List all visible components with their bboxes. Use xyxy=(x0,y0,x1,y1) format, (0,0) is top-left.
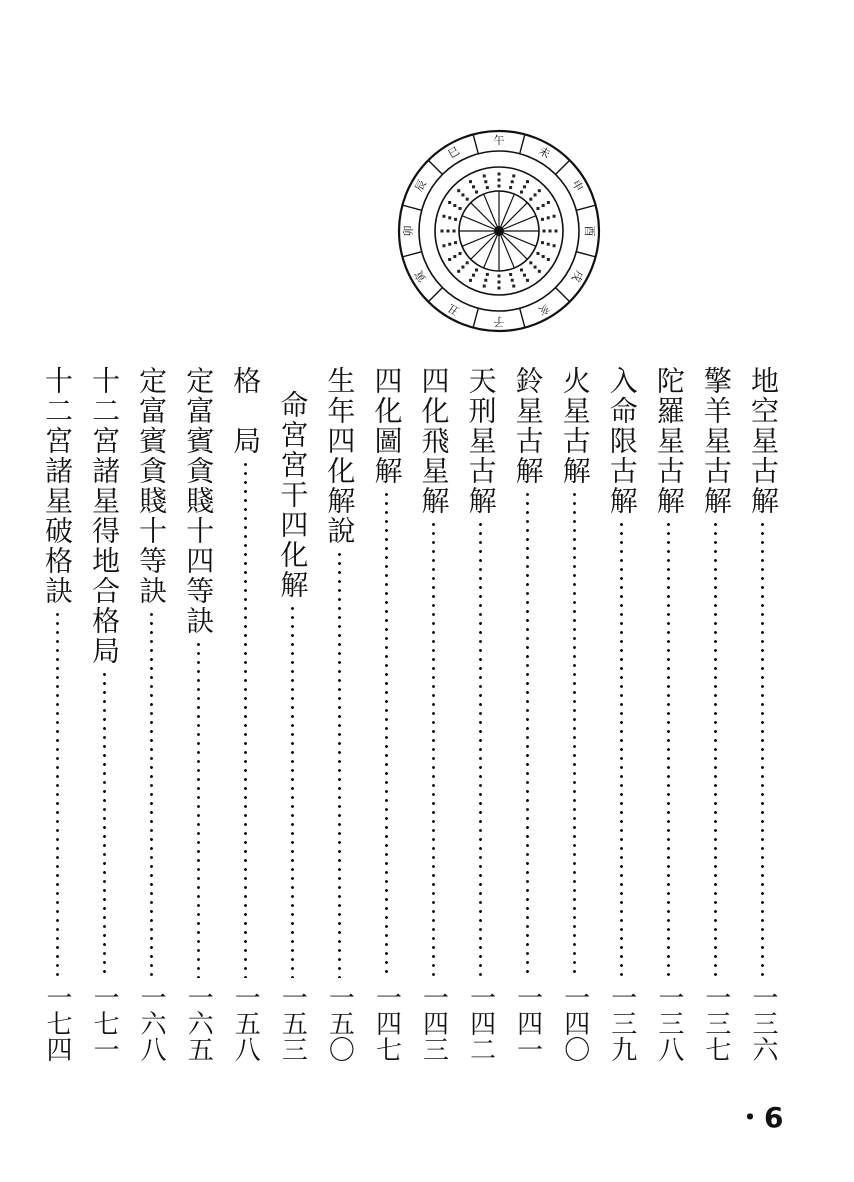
wheel-inner-mark xyxy=(538,189,541,192)
toc-entry[interactable] xyxy=(417,366,451,1080)
wheel-inner-mark xyxy=(498,173,501,176)
wheel-branch-label: 午 xyxy=(493,134,505,147)
wheel-inner-mark xyxy=(512,285,515,288)
toc-entry-title: 天刑星古解 xyxy=(464,366,498,516)
toc-entry-title: 定富賓貪賤十等訣 xyxy=(135,366,169,606)
wheel-divider xyxy=(473,308,478,327)
wheel-spoke xyxy=(499,203,527,231)
toc-entry-title: 定富賓貪賤十四等訣 xyxy=(182,366,216,636)
toc-entry[interactable] xyxy=(40,366,74,1080)
wheel-inner-mark xyxy=(555,230,558,233)
wheel-inner-mark xyxy=(547,201,550,204)
toc-entry-page: 一三八 xyxy=(653,984,684,1062)
toc-dot-leader xyxy=(667,520,670,978)
toc-entry-page: 一五三 xyxy=(277,984,308,1062)
toc-entry[interactable] xyxy=(322,366,356,1080)
wheel-branch-label: 卯 xyxy=(402,225,415,237)
wheel-inner-mark xyxy=(469,279,472,282)
toc-dot-leader xyxy=(244,460,247,978)
wheel-spoke xyxy=(471,203,499,231)
wheel-inner-mark xyxy=(483,174,486,177)
wheel-inner-mark xyxy=(475,268,478,271)
wheel-divider xyxy=(576,205,595,210)
wheel-inner-mark xyxy=(520,191,523,194)
toc-entry-title: 格 局 xyxy=(229,366,263,456)
wheel-inner-mark xyxy=(542,204,545,207)
toc-entry-page: 一四三 xyxy=(418,984,449,1062)
toc-entry-page: 一三七 xyxy=(700,984,731,1062)
wheel-inner-mark xyxy=(547,243,550,246)
toc-entry-page: 一六五 xyxy=(183,984,214,1062)
toc-dot-leader xyxy=(432,520,435,978)
wheel-inner-mark xyxy=(523,185,526,188)
toc-dot-leader xyxy=(526,490,529,978)
toc-entry-title: 命宮宮干四化解 xyxy=(276,390,310,600)
toc-entry[interactable] xyxy=(699,366,733,1080)
wheel-divider xyxy=(556,288,570,302)
toc-entry[interactable] xyxy=(181,366,215,1080)
wheel-inner-mark xyxy=(536,207,539,210)
toc-entry-title: 陀羅星古解 xyxy=(652,366,686,516)
toc-entry-title: 鈴星古解 xyxy=(511,366,545,486)
toc-dot-leader xyxy=(620,520,623,978)
toc-entry-page: 一四七 xyxy=(371,984,402,1062)
toc-entry-title: 四化圖解 xyxy=(370,366,404,486)
wheel-divider xyxy=(402,205,421,210)
toc-entry[interactable] xyxy=(605,366,639,1080)
wheel-branch-label: 酉 xyxy=(583,225,596,237)
toc-entry-page: 一五八 xyxy=(230,984,261,1062)
toc-dot-leader xyxy=(150,610,153,978)
toc-entry[interactable] xyxy=(746,366,780,1080)
wheel-inner-mark xyxy=(461,193,464,196)
toc-entry-page: 一六八 xyxy=(136,984,167,1062)
wheel-divider xyxy=(520,308,525,327)
wheel-inner-mark xyxy=(511,279,514,282)
wheel-divider xyxy=(473,134,478,153)
wheel-branch-label: 亥 xyxy=(536,300,553,318)
toc-entry-title: 生年四化解說 xyxy=(323,366,357,546)
wheel-branch-label: 子 xyxy=(493,315,505,328)
wheel-divider xyxy=(520,134,525,153)
wheel-spoke xyxy=(499,231,527,259)
wheel-inner-mark xyxy=(448,258,451,261)
wheel-inner-mark xyxy=(453,255,456,258)
wheel-inner-mark xyxy=(536,252,539,255)
wheel-inner-mark xyxy=(475,191,478,194)
wheel-inner-mark xyxy=(547,258,550,261)
wheel-inner-mark xyxy=(498,287,501,290)
wheel-inner-mark xyxy=(553,244,556,247)
toc-entry-title: 火星古解 xyxy=(558,366,592,486)
toc-dot-leader xyxy=(385,490,388,978)
wheel-inner-mark xyxy=(529,198,532,201)
wheel-inner-mark xyxy=(486,273,489,276)
wheel-inner-mark xyxy=(541,218,544,221)
wheel-inner-mark xyxy=(511,180,514,183)
wheel-inner-mark xyxy=(523,274,526,277)
wheel-inner-mark xyxy=(441,230,444,233)
toc-dot-leader xyxy=(479,520,482,978)
wheel-divider xyxy=(428,160,442,174)
wheel-inner-mark xyxy=(541,241,544,244)
wheel-inner-mark xyxy=(520,268,523,271)
toc-entry-page: 一三九 xyxy=(606,984,637,1062)
wheel-inner-mark xyxy=(542,255,545,258)
wheel-inner-mark xyxy=(461,266,464,269)
toc-entry[interactable] xyxy=(511,366,545,1080)
wheel-inner-mark xyxy=(529,261,532,264)
wheel-inner-mark xyxy=(553,215,556,218)
wheel-inner-mark xyxy=(512,174,515,177)
toc-dot-leader xyxy=(103,670,106,978)
wheel-branch-label: 未 xyxy=(536,144,553,162)
wheel-inner-mark xyxy=(543,230,546,233)
wheel-inner-mark xyxy=(466,261,469,264)
toc-entry[interactable] xyxy=(134,366,168,1080)
toc-entry-page: 一五〇 xyxy=(324,984,355,1062)
toc-entry[interactable] xyxy=(652,366,686,1080)
wheel-branch-label: 丑 xyxy=(445,300,462,318)
wheel-inner-mark xyxy=(484,279,487,282)
toc-entry[interactable] xyxy=(228,366,262,1080)
toc-dot-leader xyxy=(56,610,59,978)
toc-entry-page: 一七一 xyxy=(89,984,120,1062)
wheel-inner-mark xyxy=(498,185,501,188)
toc-entry[interactable] xyxy=(558,366,592,1080)
wheel-inner-mark xyxy=(498,275,501,278)
wheel-inner-mark xyxy=(442,244,445,247)
wheel-inner-mark xyxy=(526,279,529,282)
toc-dot-leader xyxy=(338,550,341,978)
wheel-inner-mark xyxy=(454,241,457,244)
wheel-inner-mark xyxy=(466,198,469,201)
toc-dot-leader xyxy=(291,604,294,978)
wheel-inner-mark xyxy=(547,216,550,219)
toc-dot-leader xyxy=(197,640,200,978)
wheel-branch-label: 申 xyxy=(568,177,586,194)
wheel-inner-mark xyxy=(509,273,512,276)
table-of-contents xyxy=(40,366,780,1080)
toc-entry[interactable] xyxy=(275,366,309,1080)
wheel-branch-label: 寅 xyxy=(412,268,430,285)
wheel-inner-mark xyxy=(484,180,487,183)
toc-dot-leader xyxy=(573,490,576,978)
wheel-inner-mark xyxy=(509,186,512,189)
wheel-inner-mark xyxy=(459,207,462,210)
wheel-inner-mark xyxy=(459,252,462,255)
wheel-inner-mark xyxy=(498,179,501,182)
wheel-divider xyxy=(556,160,570,174)
wheel-branch-label: 巳 xyxy=(445,144,462,162)
toc-entry-page: 一四二 xyxy=(465,984,496,1062)
toc-entry-page: 一四一 xyxy=(512,984,543,1062)
wheel-spoke xyxy=(471,231,499,259)
wheel-inner-mark xyxy=(486,186,489,189)
wheel-inner-mark xyxy=(469,180,472,183)
wheel-inner-mark xyxy=(457,270,460,273)
wheel-inner-mark xyxy=(538,270,541,273)
wheel-divider xyxy=(576,252,595,257)
toc-entry[interactable] xyxy=(464,366,498,1080)
toc-entry[interactable] xyxy=(87,366,121,1080)
wheel-inner-mark xyxy=(534,193,537,196)
wheel-inner-mark xyxy=(447,230,450,233)
toc-entry-title: 地空星古解 xyxy=(746,366,780,516)
wheel-inner-mark xyxy=(442,215,445,218)
wheel-inner-mark xyxy=(472,274,475,277)
toc-entry-title: 入命限古解 xyxy=(605,366,639,516)
wheel-inner-mark xyxy=(534,266,537,269)
wheel-inner-mark xyxy=(453,230,456,233)
wheel-inner-mark xyxy=(448,243,451,246)
page-number: ・6 xyxy=(736,1101,784,1134)
wheel-inner-mark xyxy=(453,204,456,207)
wheel-inner-mark xyxy=(498,281,501,284)
twelve-branch-wheel-icon xyxy=(396,128,602,334)
wheel-inner-mark xyxy=(448,216,451,219)
toc-entry-page: 一四〇 xyxy=(559,984,590,1062)
toc-entry-title: 十二宮諸星得地合格局 xyxy=(88,366,122,666)
wheel-divider xyxy=(402,252,421,257)
wheel-inner-mark xyxy=(472,185,475,188)
wheel-inner-mark xyxy=(448,201,451,204)
wheel-divider xyxy=(428,288,442,302)
toc-entry-page: 一三六 xyxy=(747,984,778,1062)
wheel-branch-label: 辰 xyxy=(412,177,430,194)
toc-dot-leader xyxy=(714,520,717,978)
wheel-inner-mark xyxy=(526,180,529,183)
toc-entry[interactable] xyxy=(369,366,403,1080)
wheel-inner-mark xyxy=(483,285,486,288)
toc-entry-page: 一七四 xyxy=(42,984,72,1062)
toc-entry-title: 四化飛星解 xyxy=(417,366,451,516)
wheel-inner-mark xyxy=(457,189,460,192)
wheel-branch-label: 戌 xyxy=(568,268,586,285)
toc-entry-title: 擎羊星古解 xyxy=(699,366,733,516)
wheel-inner-mark xyxy=(549,230,552,233)
toc-dot-leader xyxy=(761,520,764,978)
toc-entry-title: 十二宮諸星破格訣 xyxy=(41,366,74,606)
wheel-inner-mark xyxy=(454,218,457,221)
